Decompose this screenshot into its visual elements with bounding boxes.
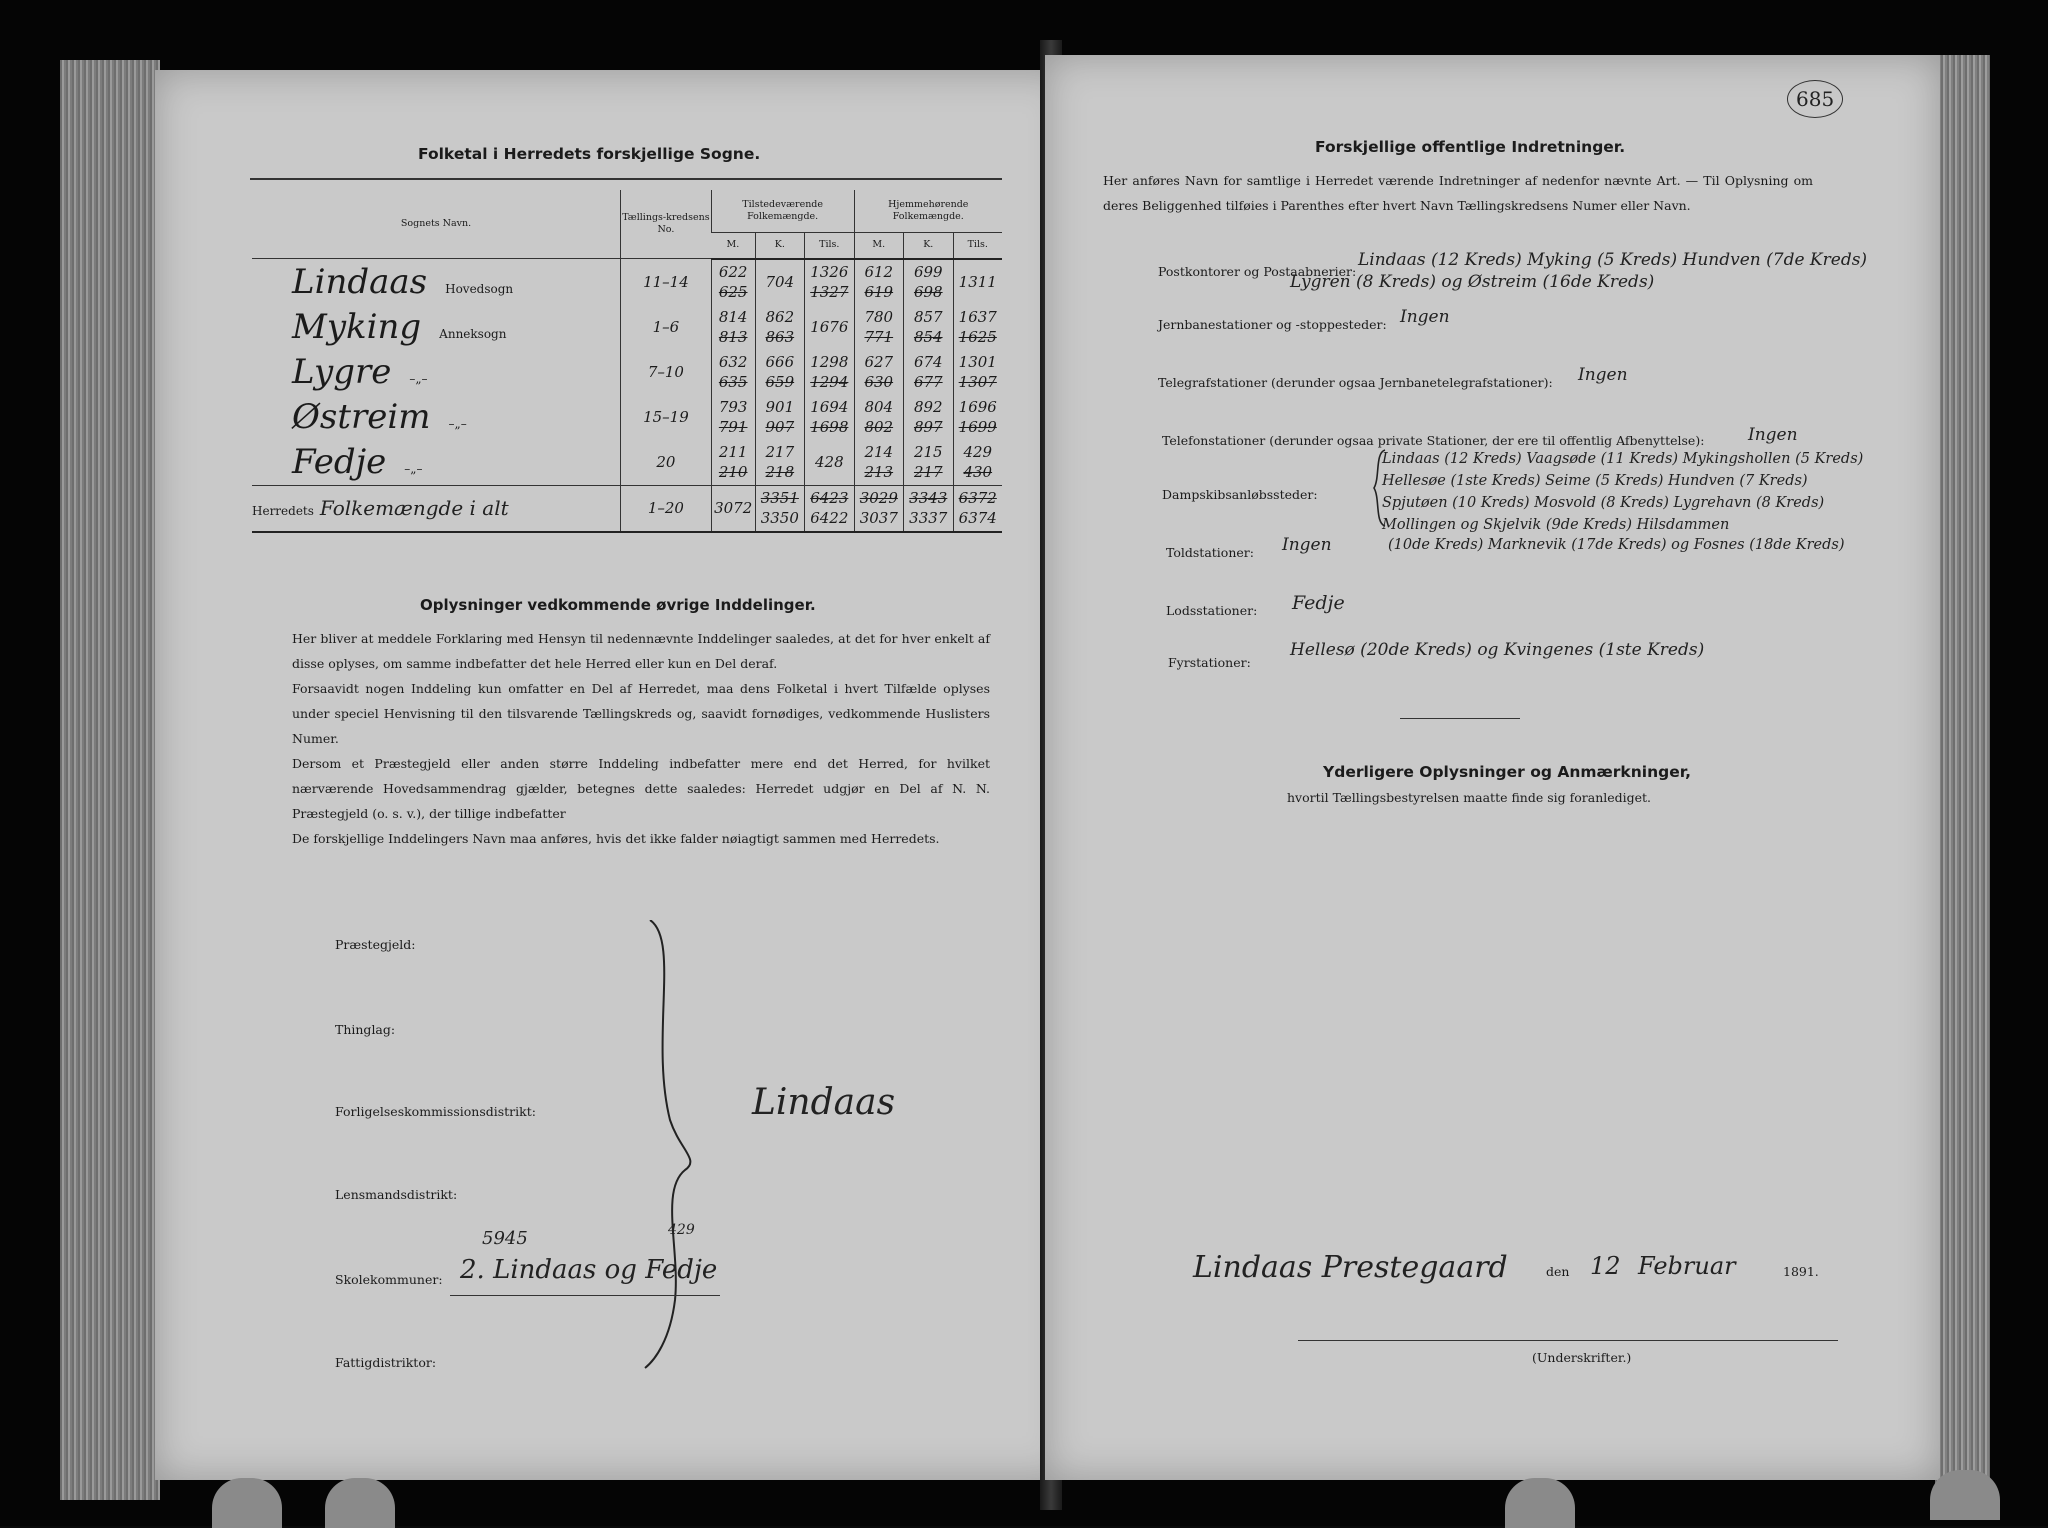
district-cell xyxy=(621,259,712,305)
count-value: 6422 xyxy=(810,509,849,527)
count-value: 630 xyxy=(864,373,894,391)
district-cell xyxy=(621,305,712,350)
steam-line: Hellesøe (1ste Kreds) Seime (5 Kreds) Hundven (7 Kreds) xyxy=(1382,473,1808,489)
label-fattig: Fattigdistriktor: xyxy=(335,1355,437,1370)
label-lensmand: Lensmandsdistrikt: xyxy=(335,1187,458,1202)
count-cell xyxy=(854,440,903,486)
count-cell xyxy=(854,305,903,350)
count-value: 625 xyxy=(718,283,748,301)
header-m: M. xyxy=(711,233,755,259)
count-stack xyxy=(855,305,903,350)
count-cell xyxy=(711,350,755,395)
count-stack xyxy=(805,486,853,531)
count-cell xyxy=(711,305,755,350)
count-stack xyxy=(805,395,853,440)
count-cell xyxy=(904,259,953,305)
count-stack xyxy=(805,260,853,305)
count-cell xyxy=(805,305,854,350)
count-stack xyxy=(712,350,755,395)
den-label: den xyxy=(1546,1264,1570,1279)
count-value: 3343 xyxy=(909,489,948,507)
count-value: 1696 xyxy=(958,398,997,416)
count-value: 802 xyxy=(864,418,894,436)
count-value: 857 xyxy=(913,308,943,326)
district-value: 7–10 xyxy=(647,363,684,381)
page-clip xyxy=(1505,1478,1575,1528)
count-cell xyxy=(953,485,1002,532)
header-resident: Hjemmehørende Folkemængde. xyxy=(854,190,1002,233)
count-value: 699 xyxy=(913,263,943,281)
header-m: M. xyxy=(854,233,903,259)
table-row xyxy=(252,259,1002,305)
count-value: 1698 xyxy=(810,418,849,436)
phone-value: Ingen xyxy=(1748,425,1798,445)
school-value: 2. Lindaas og Fedje xyxy=(460,1255,718,1285)
count-value: 6374 xyxy=(958,509,997,527)
count-value: 6372 xyxy=(958,489,997,507)
parish-cell xyxy=(252,259,621,305)
count-value: 901 xyxy=(765,398,795,416)
count-value: 622 xyxy=(718,263,748,281)
count-value: 3029 xyxy=(859,489,898,507)
further-sub: hvortil Tællingsbestyrelsen maatte finde sig foranlediget. xyxy=(1287,790,1652,805)
parish-type: Hovedsogn xyxy=(445,281,514,296)
post-value-2: Lygren (8 Kreds) og Østreim (16de Kreds) xyxy=(1290,272,1655,292)
place-value: Lindaas Prestegaard xyxy=(1193,1250,1508,1285)
header-k: K. xyxy=(755,233,804,259)
label-prestegjeld: Præstegjeld: xyxy=(335,937,416,952)
total-prefix: Herredets xyxy=(252,504,314,518)
count-cell xyxy=(711,395,755,440)
page-clip xyxy=(1930,1470,2000,1520)
count-cell xyxy=(854,485,903,532)
header-tils: Tils. xyxy=(805,233,854,259)
district-cell xyxy=(621,350,712,395)
count-value: 1327 xyxy=(810,283,849,301)
count-value: 814 xyxy=(718,308,748,326)
school-num-1: 5945 xyxy=(482,1228,528,1249)
count-value: 627 xyxy=(864,353,894,371)
count-value: 1326 xyxy=(810,263,849,281)
district-value: 1–20 xyxy=(647,499,684,517)
count-stack xyxy=(855,440,903,485)
count-cell xyxy=(805,485,854,532)
toll-label: Toldstationer: xyxy=(1166,545,1254,560)
count-stack xyxy=(954,305,1002,350)
count-cell xyxy=(755,440,804,486)
count-value: 698 xyxy=(913,283,943,301)
rail-value: Ingen xyxy=(1400,307,1450,327)
count-stack xyxy=(756,440,804,485)
count-stack xyxy=(712,440,755,485)
brace-value: Lindaas xyxy=(752,1082,896,1123)
count-value: 793 xyxy=(718,398,748,416)
count-value: 213 xyxy=(864,463,894,481)
count-value: 214 xyxy=(864,443,894,461)
paragraph-3: Dersom et Præstegjeld eller anden større Inddeling indbefatter mere end det Herred, for hvilket nærværende Hovedsammendrag gjælder, betegnes dette saaledes: Herredet udgjør en Del af N. N. Præstegjeld (o. s. v.), der tillige indbefatter xyxy=(292,756,990,821)
count-stack xyxy=(904,486,952,531)
count-value: 704 xyxy=(765,273,795,291)
count-stack xyxy=(855,350,903,395)
count-cell xyxy=(711,485,755,532)
total-name: Folkemængde i alt xyxy=(319,496,509,520)
count-stack xyxy=(712,486,755,531)
count-value: 632 xyxy=(718,353,748,371)
count-stack xyxy=(904,305,952,350)
count-cell xyxy=(805,440,854,486)
count-cell xyxy=(953,440,1002,486)
count-stack xyxy=(756,305,804,350)
count-value: 428 xyxy=(814,453,844,471)
page-edges-right xyxy=(1935,55,1990,1495)
parish-cell xyxy=(252,350,621,395)
count-stack xyxy=(855,260,903,305)
steam-label: Dampskibsanløbssteder: xyxy=(1162,487,1318,502)
count-stack xyxy=(855,395,903,440)
count-value: 1637 xyxy=(958,308,997,326)
light-value: Hellesø (20de Kreds) og Kvingenes (1ste Kreds) xyxy=(1290,640,1705,660)
post-value-1: Lindaas (12 Kreds) Myking (5 Kreds) Hundven (7de Kreds) xyxy=(1358,250,1868,270)
count-value: 897 xyxy=(913,418,943,436)
parish-type: –„– xyxy=(448,417,467,431)
count-value: 635 xyxy=(718,373,748,391)
count-value: 674 xyxy=(913,353,943,371)
count-value: 217 xyxy=(913,463,943,481)
count-value: 612 xyxy=(864,263,894,281)
year-label: 1891. xyxy=(1783,1264,1819,1279)
count-stack xyxy=(954,260,1002,305)
count-value: 863 xyxy=(765,328,795,346)
count-stack xyxy=(756,486,804,531)
page-clip xyxy=(212,1478,282,1528)
count-value: 1699 xyxy=(958,418,997,436)
label-skolekommuner: Skolekommuner: xyxy=(335,1272,443,1287)
parish-type: Anneksogn xyxy=(439,327,507,341)
count-value: 780 xyxy=(864,308,894,326)
count-value: 666 xyxy=(765,353,795,371)
count-value: 813 xyxy=(718,328,748,346)
count-cell xyxy=(805,350,854,395)
count-value: 215 xyxy=(913,443,943,461)
district-value: 1–6 xyxy=(652,318,680,336)
count-value: 3351 xyxy=(760,489,799,507)
further-title: Yderligere Oplysninger og Anmærkninger, xyxy=(1323,763,1691,781)
table-row xyxy=(252,440,1002,486)
count-stack xyxy=(712,395,755,440)
header-k: K. xyxy=(904,233,953,259)
count-stack xyxy=(805,305,853,350)
parish-name: Lygre xyxy=(292,352,392,392)
label-forligelse: Forligelseskommissionsdistrikt: xyxy=(335,1104,536,1119)
count-cell xyxy=(904,395,953,440)
page-edges-left xyxy=(60,60,160,1500)
count-stack xyxy=(954,350,1002,395)
header-parish: Sognets Navn. xyxy=(252,190,621,259)
count-cell xyxy=(953,395,1002,440)
count-cell xyxy=(953,350,1002,395)
paragraph-1: Her bliver at meddele Forklaring med Hensyn til nedennævnte Inddelinger saaledes, at det for hver enkelt af disse oplyses, om samme indbefatter det hele Herred eller kun en Del deraf. xyxy=(292,631,990,671)
pilot-label: Lodsstationer: xyxy=(1166,603,1258,618)
count-stack xyxy=(904,260,952,305)
tele-value: Ingen xyxy=(1578,365,1628,385)
steam-lines xyxy=(1382,448,1863,536)
total-row xyxy=(252,485,1002,532)
count-cell xyxy=(854,350,903,395)
count-value: 677 xyxy=(913,373,943,391)
parish-name: Fedje xyxy=(292,442,387,482)
count-stack xyxy=(712,260,755,305)
count-value: 210 xyxy=(718,463,748,481)
parish-name: Lindaas xyxy=(292,261,428,302)
count-value: 1694 xyxy=(810,398,849,416)
table-row xyxy=(252,395,1002,440)
pilot-value: Fedje xyxy=(1292,592,1345,614)
count-value: 1676 xyxy=(810,318,849,336)
count-stack xyxy=(904,395,952,440)
right-title: Forskjellige offentlige Indretninger. xyxy=(1315,138,1626,156)
count-value: 771 xyxy=(864,328,894,346)
parish-cell xyxy=(252,440,621,486)
count-stack xyxy=(756,395,804,440)
parish-name: Østreim xyxy=(292,397,431,437)
count-value: 862 xyxy=(765,308,795,326)
count-stack xyxy=(954,395,1002,440)
district-value: 20 xyxy=(656,453,676,471)
count-cell xyxy=(755,395,804,440)
steam-line: Spjutøen (10 Kreds) Mosvold (8 Kreds) Lygrehavn (8 Kreds) xyxy=(1382,495,1825,511)
count-cell xyxy=(904,485,953,532)
count-stack xyxy=(756,260,804,305)
steam-line-last: (10de Kreds) Marknevik (17de Kreds) og Fosnes (18de Kreds) xyxy=(1388,537,1845,553)
count-stack xyxy=(904,350,952,395)
count-cell xyxy=(953,259,1002,305)
total-label-cell xyxy=(252,485,621,532)
school-num-2: 429 xyxy=(668,1222,695,1238)
light-label: Fyrstationer: xyxy=(1168,655,1251,670)
count-value: 1625 xyxy=(958,328,997,346)
count-value: 430 xyxy=(963,463,993,481)
district-value: 15–19 xyxy=(643,408,689,426)
count-cell xyxy=(711,440,755,486)
toll-value: Ingen xyxy=(1282,535,1332,555)
count-value: 907 xyxy=(765,418,795,436)
page-clip xyxy=(325,1478,395,1528)
count-value: 6423 xyxy=(810,489,849,507)
header-present: Tilstedeværende Folkemængde. xyxy=(711,190,854,233)
parish-type: –„– xyxy=(404,462,423,476)
header-tils: Tils. xyxy=(953,233,1002,259)
count-value: 854 xyxy=(913,328,943,346)
census-table xyxy=(252,190,1002,533)
parish-name: Myking xyxy=(292,307,422,347)
tele-label: Telegrafstationer (derunder ogsaa Jernbanetelegrafstationer): xyxy=(1158,375,1553,390)
count-cell xyxy=(755,259,804,305)
count-stack xyxy=(954,440,1002,485)
district-cell xyxy=(621,485,712,532)
count-value: 1294 xyxy=(810,373,849,391)
count-value: 1311 xyxy=(958,273,997,291)
count-cell xyxy=(805,259,854,305)
count-value: 3072 xyxy=(714,499,753,517)
label-thinglag: Thinglag: xyxy=(335,1022,396,1037)
count-cell xyxy=(755,485,804,532)
count-cell xyxy=(854,395,903,440)
phone-label: Telefonstationer (derunder ogsaa private Stationer, der ere til offentlig Afbenyttelse): xyxy=(1162,433,1705,448)
count-stack xyxy=(904,440,952,485)
count-value: 218 xyxy=(765,463,795,481)
section-divider xyxy=(1400,718,1520,719)
count-value: 791 xyxy=(718,418,748,436)
rail-label: Jernbanestationer og -stoppesteder: xyxy=(1158,317,1387,332)
intro-text: Her anføres Navn for samtlige i Herredet værende Indretninger af nedenfor nævnte Art. — Til Oplysning om deres Beliggenhed tilføies i Parenthes efter hvert Navn Tællingskredsens Numer eller Navn. xyxy=(1103,173,1813,213)
table-row xyxy=(252,350,1002,395)
count-value: 1301 xyxy=(958,353,997,371)
subdiv-title: Oplysninger vedkommende øvrige Inddelinger. xyxy=(420,596,816,614)
count-stack xyxy=(712,305,755,350)
post-label: Postkontorer og Postaabnerier: xyxy=(1158,264,1357,279)
count-value: 3337 xyxy=(909,509,948,527)
school-dotted-line xyxy=(450,1295,720,1296)
page-number-stamp: 685 xyxy=(1787,80,1843,118)
paragraph-2: Forsaavidt nogen Inddeling kun omfatter en Del af Herredet, maa dens Folketal i hvert Tilfælde oplyses under speciel Henvisning til den tilsvarende Tællingskreds og, saavidt fornødiges, vedkommende Huslisters Numer. xyxy=(292,681,990,746)
day-value: 12 xyxy=(1590,1252,1621,1280)
count-cell xyxy=(904,440,953,486)
parish-cell xyxy=(252,395,621,440)
brace-mark xyxy=(640,920,710,1370)
steam-line: Lindaas (12 Kreds) Vaagsøde (11 Kreds) Mykingshollen (5 Kreds) xyxy=(1382,451,1864,467)
count-value: 211 xyxy=(718,443,748,461)
count-value: 3037 xyxy=(859,509,898,527)
count-stack xyxy=(805,350,853,395)
steam-line: Mollingen og Skjelvik (9de Kreds) Hilsdammen xyxy=(1382,517,1730,533)
signature-label: (Underskrifter.) xyxy=(1532,1350,1632,1365)
table-title: Folketal i Herredets forskjellige Sogne. xyxy=(418,145,761,163)
header-district: Tællings-kredsens No. xyxy=(621,190,712,259)
count-cell xyxy=(755,350,804,395)
count-value: 429 xyxy=(963,443,993,461)
table-row xyxy=(252,305,1002,350)
count-stack xyxy=(954,486,1002,531)
count-cell xyxy=(904,350,953,395)
count-cell xyxy=(711,259,755,305)
parish-cell xyxy=(252,305,621,350)
signature-line xyxy=(1298,1340,1838,1341)
district-value: 11–14 xyxy=(643,272,689,291)
count-cell xyxy=(904,305,953,350)
count-cell xyxy=(805,395,854,440)
count-value: 892 xyxy=(913,398,943,416)
count-stack xyxy=(855,486,903,531)
count-value: 1307 xyxy=(958,373,997,391)
parish-type: –„– xyxy=(409,372,428,386)
district-cell xyxy=(621,440,712,486)
count-stack xyxy=(756,350,804,395)
district-cell xyxy=(621,395,712,440)
count-value: 217 xyxy=(765,443,795,461)
count-stack xyxy=(805,440,853,485)
count-value: 619 xyxy=(864,283,894,301)
count-value: 659 xyxy=(765,373,795,391)
count-cell xyxy=(755,305,804,350)
count-cell xyxy=(854,259,903,305)
table-top-rule xyxy=(250,178,1002,180)
month-value: Februar xyxy=(1638,1252,1736,1280)
count-value: 1298 xyxy=(810,353,849,371)
paragraph-4: De forskjellige Inddelingers Navn maa anføres, hvis det ikke falder nøiagtigt sammen med Herredets. xyxy=(292,831,940,846)
count-cell xyxy=(953,305,1002,350)
count-value: 804 xyxy=(864,398,894,416)
count-value: 3350 xyxy=(760,509,799,527)
